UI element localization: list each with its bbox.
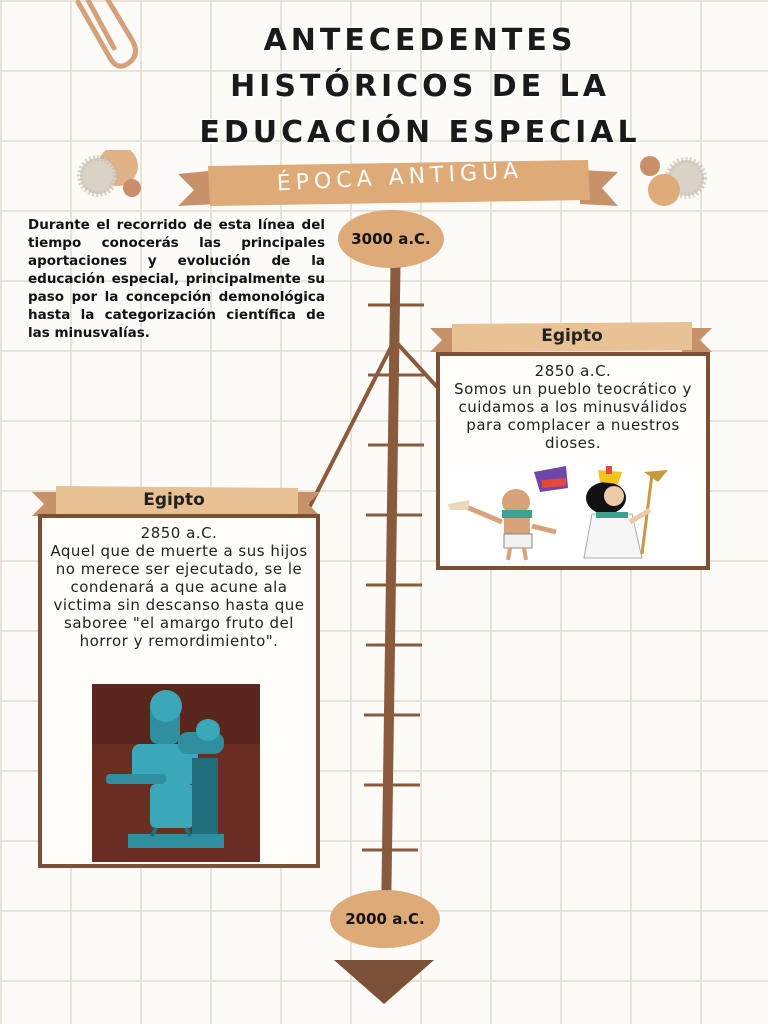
left-card-date: 2850 a.C. <box>140 524 218 542</box>
decorative-dots-left <box>74 150 154 200</box>
left-card <box>38 514 320 868</box>
title-line-2: HISTÓRICOS DE LA <box>230 69 610 104</box>
right-card-body: Somos un pueblo teocrático y cuidamos a los minusválidos para complacer a nuestros dioses. <box>454 380 692 452</box>
timeline-end-label: 2000 a.C. <box>345 910 425 928</box>
timeline-end-marker <box>330 890 440 948</box>
title-line-1: ANTECEDENTES <box>263 23 577 58</box>
egyptian-statue-image <box>92 684 260 862</box>
timeline-start-label: 3000 a.C. <box>351 230 431 248</box>
left-card-heading: Egipto <box>143 490 205 510</box>
right-card-heading: Egipto <box>541 326 603 346</box>
right-card-date: 2850 a.C. <box>534 362 612 380</box>
epoca-title: ÉPOCA ANTIGUA <box>276 158 524 197</box>
intro-paragraph: Durante el recorrido de esta línea del tiempo conocerás las principales aportaciones y evolución de la educación especial, principalmente su paso por la concepción demonológica hasta la categorización científica de las minusvalías. <box>28 217 325 341</box>
right-card <box>436 352 710 570</box>
timeline-start-marker <box>338 210 444 268</box>
left-card-body: Aquel que de muerte a sus hijos no merece ser ejecutado, se le condenará a que acune ala victima sin descanso hasta que saboree "el amargo fruto del horror y remordimiento". <box>50 542 308 650</box>
page-title <box>120 18 720 156</box>
title-line-3: EDUCACIÓN ESPECIAL <box>199 115 641 150</box>
egyptian-couple-illustration <box>446 466 696 562</box>
decorative-dots-right <box>630 150 710 210</box>
